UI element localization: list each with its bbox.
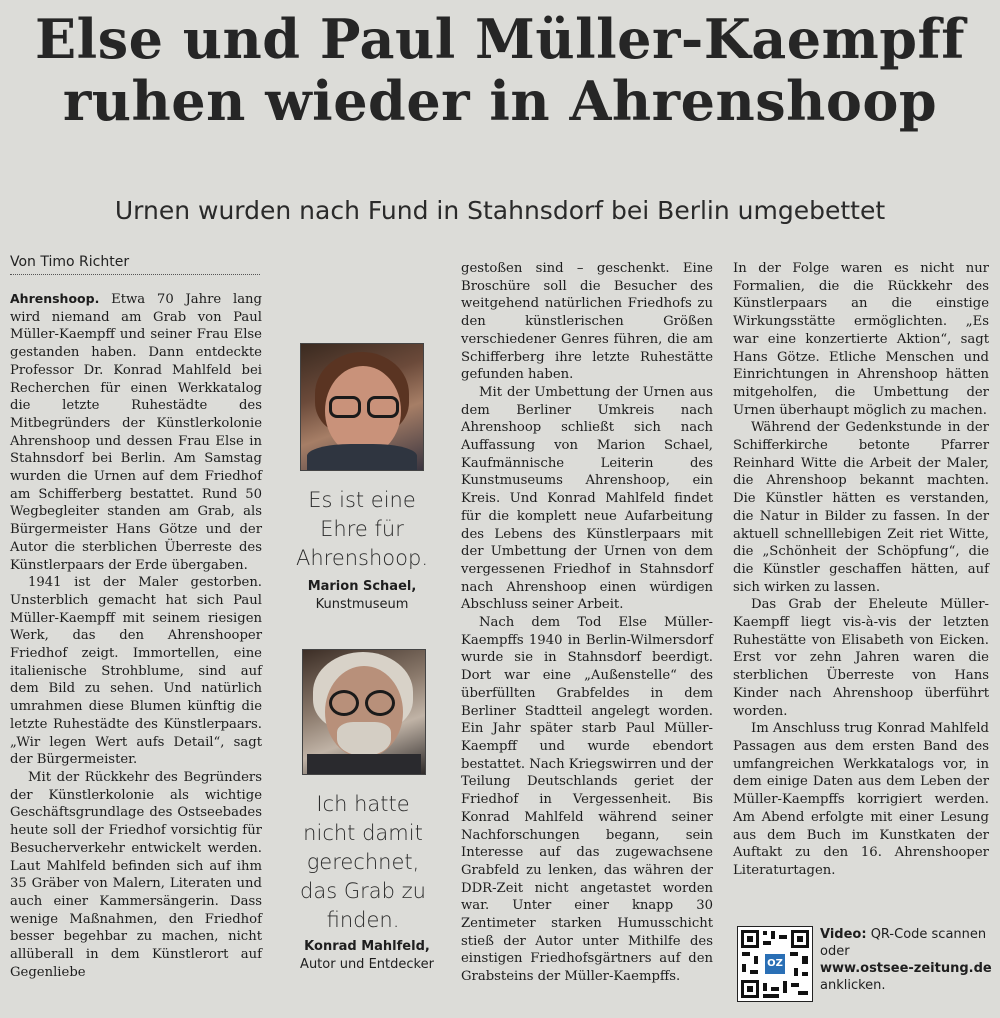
byline: Von Timo Richter [10,254,260,275]
quote-speaker-role: Autor und Entdecker [300,957,434,972]
paragraph [10,290,262,574]
article-column-4 [733,260,989,880]
subheadline: Urnen wurden nach Fund in Stahnsdorf bei Berlin umgebettet [114,196,886,225]
paragraph: Während der Gedenkstunde in der Schifferkirche betonte Pfarrer Reinhard Witte die Arbeit der Maler, die Ahrenshoop bekannt machten. Die Künstler hätten es verstanden, die Natur in Bilder zu fassen. In der aktuell schnelllebigen Zeit riet Witte, die „Schönheit der Schöpfung“, die die Künstler geschaffen hätten, auf sich wirken zu lassen. [733,420,989,595]
headline-line-2: ruhen wieder in Ahrenshoop [62,69,938,133]
paragraph: In der Folge waren es nicht nur Formalien, die die Rückkehr des Künstlerpaars an die einstige Wirkungsstätte ermöglichten. „Es war eine konzertierte Aktion“, sagt Hans Götze. Etliche Menschen und Einrichtungen in Ahrenshoop hätten mitgeholfen, die Umbettung der Urnen überhaupt möglich zu machen. [733,261,989,418]
video-info [820,926,995,994]
qr-badge-label: OZ [767,958,783,969]
portrait-photo-konrad-mahlfeld [302,649,426,775]
headline [0,8,1000,132]
paragraph-text: Etwa 70 Jahre lang wird niemand am Grab von Paul Müller-Kaempff und seiner Frau Else gestanden haben. Dann entdeckte Professor Dr. Konrad Mahlfeld bei Recherchen für einen Werkkatalog die letzte Ruhestädte des Mitbegründers der Künstlerkolonie Ahrenshoop und dessen Frau Else in Stahnsdorf bei Berlin. Am Samstag wurden die Urnen auf dem Friedhof am Schifferberg bestattet. Rund 50 Wegbegleiter standen am Grab, als Bürgermeister Hans Götze und der Autor die sterblichen Überreste des Künstlerpaars der Erde übergaben. [10,292,262,573]
video-label: Video: [820,927,867,942]
quote-speaker-name: Marion Schael, [307,579,417,594]
paragraph: Mit der Umbettung der Urnen aus dem Berliner Umkreis nach Ahrenshoop schließt sich nach Auffassung von Marion Schael, Kaufmännische Leiterin des Kunstmuseums Ahrenshoop, ein Kreis. Und Konrad Mahlfeld findet für die komplett neue Aufarbeitung des Lebens des Künstlerpaars mit der Umbettung der Urnen von dem vergessenen Friedhof in Stahnsdorf nach Ahrenshoop einen würdigen Abschluss seiner Arbeit. [461,384,713,613]
quote-attribution-1 [282,578,442,614]
quote-speaker-name: Konrad Mahlfeld, [304,939,430,954]
qr-code-icon[interactable] [737,926,813,1002]
quote-attribution-2 [282,938,452,974]
video-instruction: QR-Code scannen oder [820,927,987,959]
headline-line-1: Else und Paul Müller-Kaempff [35,7,965,71]
paragraph: 1941 ist der Maler gestorben. Unsterblich gemacht hat sich Paul Müller-Kaempff mit seinem riesigen Werk, das den Ahrenshooper Friedhof zeigt. Immortellen, eine italienische Strohblume, sind auf dem Bild zu sehen. Und natürlich umrahmen diese Blumen künftig die letzte Ruhestädte des Künstlerpaars. „Wir legen Wert aufs Detail“, sagt der Bürgermeister. [10,575,262,768]
video-link[interactable]: www.ostsee-zeitung.de [820,961,992,976]
pull-quote-1: Es ist eine Ehre für Ahrenshoop. [295,488,429,570]
video-instruction-end: anklicken. [820,978,886,993]
paragraph: Das Grab der Eheleute Müller-Kaempff liegt vis-à-vis der letzten Ruhestätte von Elisabeth von Eicken. Erst vor zehn Jahren waren die sterblichen Überreste von Hans Kinder nach Ahrenshoop überführt worden. [733,597,989,719]
quote-speaker-role: Kunstmuseum [315,597,409,612]
paragraph: Nach dem Tod Else Müller-Kaempffs 1940 in Berlin-Wilmersdorf wurde sie in Stahnsdorf beerdigt. Dort war eine „Außenstelle“ des überfüllten Grabfeldes in dem Berliner Stadtteil angelegt worden. Ein Jahr später starb Paul Müller-Kaempff und wurde ebendort bestattet. Nach Kriegswirren und der Teilung Deutschlands geriet der Friedhof in Vergessenheit. Bis Konrad Mahlfeld während seiner Nachforschungen begann, sein Interesse auf das zugewachsene Grabfeld zu lenken, das währen der DDR-Zeit nicht angetastet worden war. Unter einer knapp 30 Zentimeter starken Humusschicht stieß der Autor unter Mithilfe des einstigen Friedhofsgärtners auf den Grabsteins der Müller-Kaempffs. [461,615,713,985]
paragraph: Im Anschluss trug Konrad Mahlfeld Passagen aus dem ersten Band des umfangreichen Werkkatalogs vor, in dem einige Daten aus dem Leben der Müller-Kaempffs korrigiert werden. Am Abend erfolgte mit einer Lesung aus dem Buch im Kunstkaten der Auftakt zu den 16. Ahrenshooper Literaturtagen. [733,721,989,878]
portrait-photo-marion-schael [300,343,424,471]
pull-quote-2: Ich hatte nicht damit gerechnet, das Grab zu finden. [300,792,426,932]
dateline: Ahrenshoop. [10,291,100,306]
article-column-1 [10,290,262,981]
article-column-3 [461,260,713,986]
paragraph: Mit der Rückkehr des Begründers der Künstlerkolonie als wichtige Geschäftsgrundlage des Ostseebades heute soll der Friedhof vorsichtig für Besucherverkehr entwickelt werden. Laut Mahlfeld befinden sich auf ihm 35 Gräber von Malern, Literaten und auch einer Kammersängerin. Dass wenige Maßnahmen, den Friedhof besser begehbar zu machen, nicht allüberall in dem Künstlerort auf Gegenliebe [10,769,262,980]
paragraph: gestoßen sind – geschenkt. Eine Broschüre soll die Besucher des weitgehend natürlichen Friedhofs zu den künstlerischen Größen verschiedener Genres führen, die am Schifferberg ihre letzte Ruhestätte gefunden haben. [461,261,713,383]
